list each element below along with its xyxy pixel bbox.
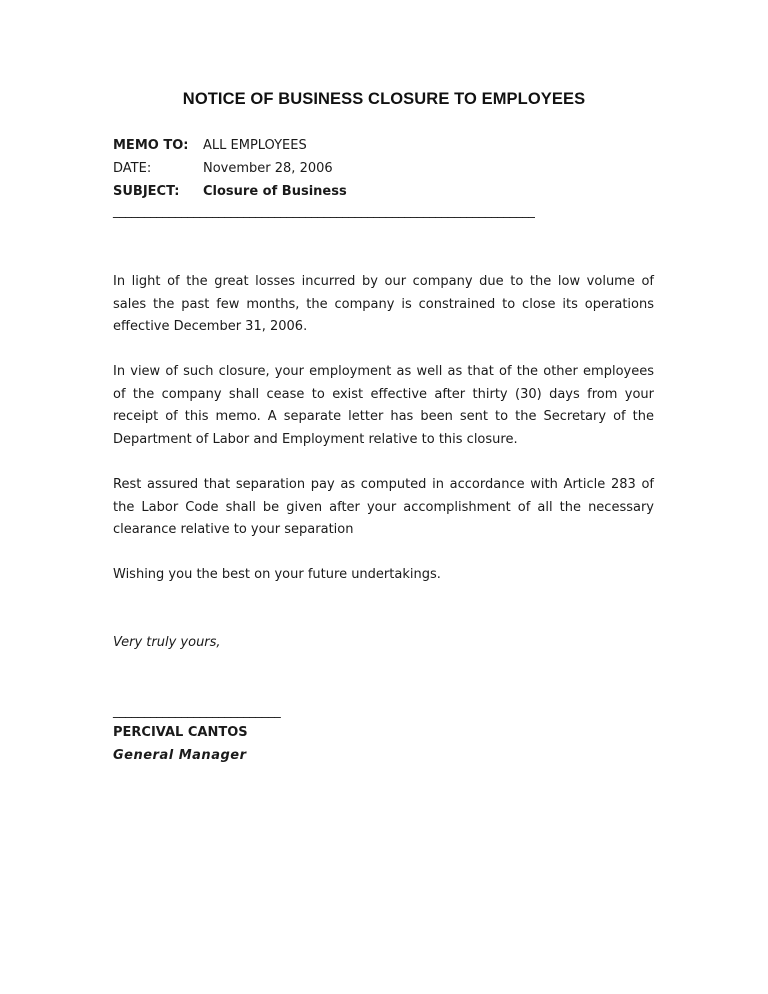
- body-paragraph-2: In view of such closure, your employment as well as that of the other employees of the company shall cease to exist effective after thirty (30) days from your receipt of this memo. A separate letter has been sent to the Secretary of the Department of Labor and Employment relative to this closure.: [113, 364, 654, 447]
- memo-subject-value: Closure of Business: [203, 184, 347, 199]
- document-title: NOTICE OF BUSINESS CLOSURE TO EMPLOYEES: [182, 90, 586, 108]
- body-paragraph-4: Wishing you the best on your future undertakings.: [113, 567, 441, 582]
- memo-to-label: MEMO TO:: [113, 138, 189, 153]
- body-paragraph-3: Rest assured that separation pay as computed in accordance with Article 283 of the Labor Code shall be given after your accomplishment of all the necessary clearance relative to your separation: [113, 477, 654, 538]
- signatory-position: General Manager: [113, 748, 247, 763]
- body-paragraph-1: In light of the great losses incurred by our company due to the low volume of sales the past few months, the company is constrained to close its operations effective December 31, 2006.: [113, 274, 654, 335]
- memo-date-value: November 28, 2006: [203, 161, 333, 176]
- memo-to-value: ALL EMPLOYEES: [203, 138, 307, 153]
- header-separator: ____________________________________________________________________: [113, 204, 535, 219]
- closing-salutation: Very truly yours,: [113, 635, 221, 650]
- memo-date-label: DATE:: [113, 161, 152, 176]
- signature-line: ___________________________: [113, 704, 281, 719]
- memo-subject-label: SUBJECT:: [113, 184, 180, 199]
- signatory-name: PERCIVAL CANTOS: [113, 725, 248, 740]
